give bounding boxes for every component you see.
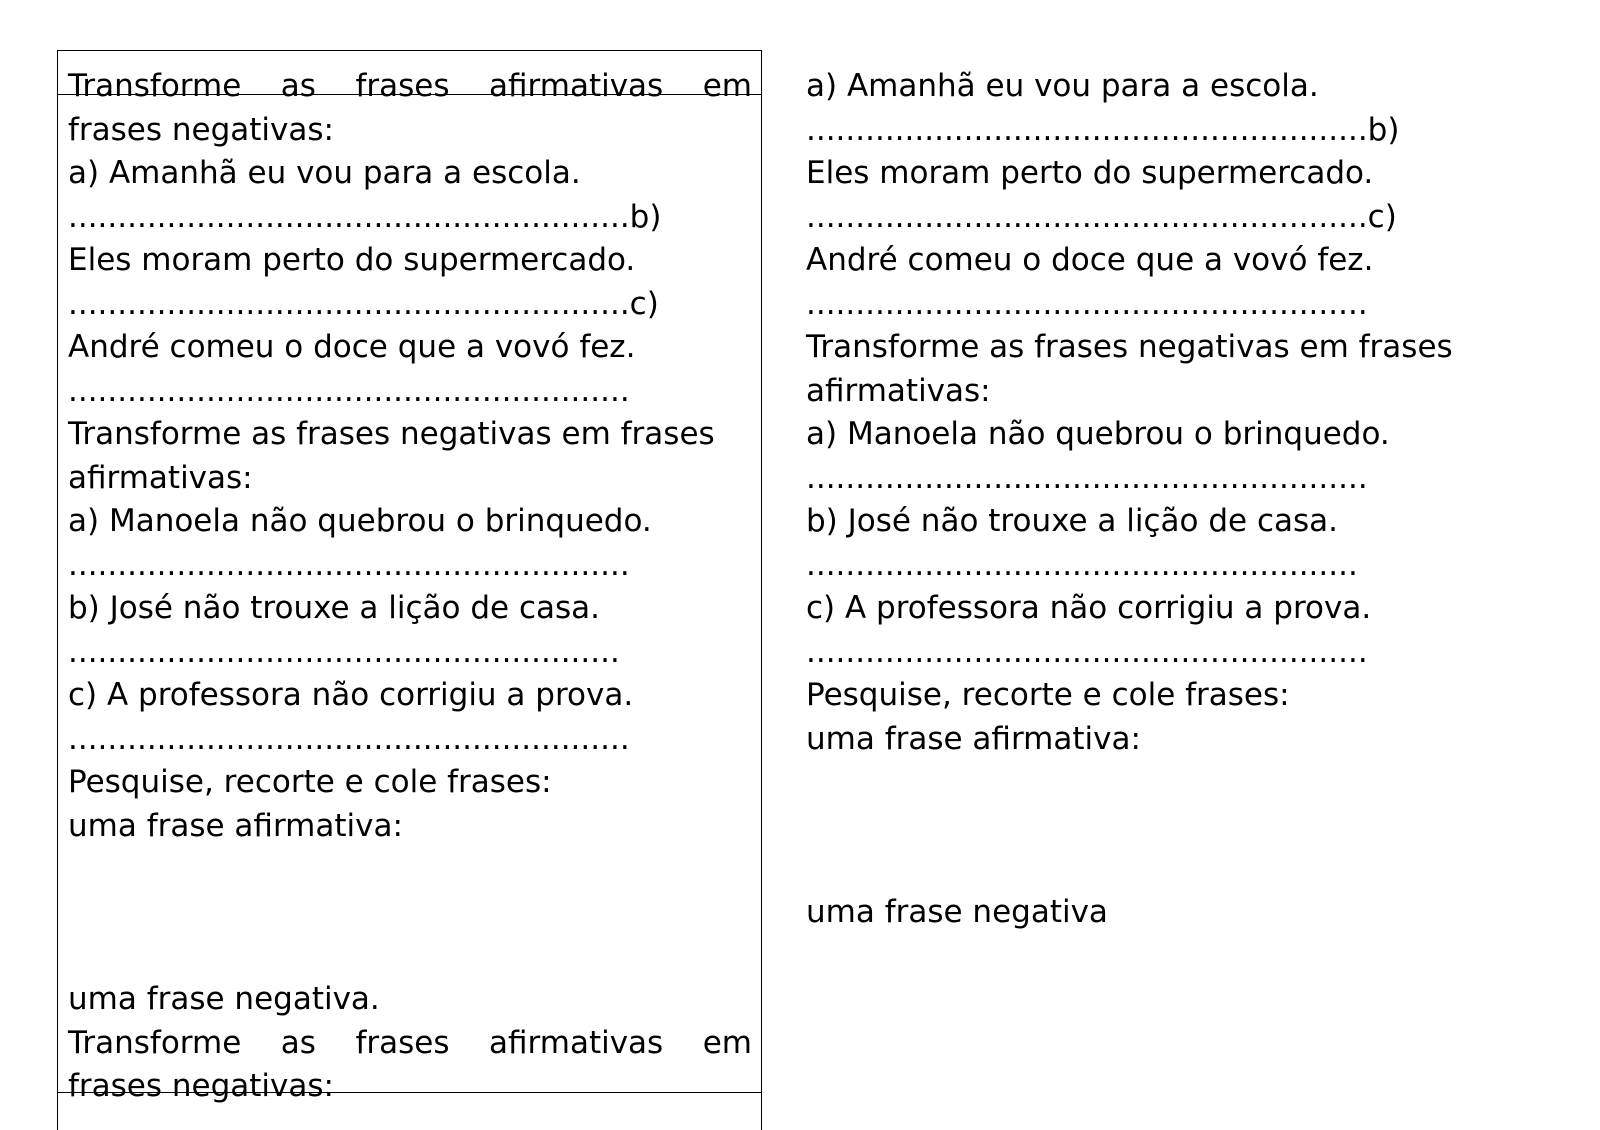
answer-line: ......................................................... xyxy=(806,633,1368,670)
item-c-affirmative: André comeu o doce que a vovó fez. xyxy=(806,242,1374,278)
item-a-affirmative: a) Amanhã eu vou para a escola. xyxy=(806,68,1319,104)
item-c-affirmative: André comeu o doce que a vovó fez. xyxy=(68,329,636,365)
answer-line: ........................................................ xyxy=(806,546,1358,583)
paste-area xyxy=(68,848,752,978)
item-a-negative: a) Manoela não quebrou o brinquedo. xyxy=(68,503,652,539)
instruction-negative-cont: afirmativas: xyxy=(68,459,253,496)
instruction-research: Pesquise, recorte e cole frases: xyxy=(806,677,1290,713)
paste-area xyxy=(806,761,1586,891)
item-c-negative: c) A professora não corrigiu a prova. xyxy=(806,590,1372,626)
answer-line: ......................................................... xyxy=(68,372,630,409)
affirmative-sentence-label: uma frase afirmativa: xyxy=(806,720,1141,757)
instruction-affirmative-line2: frases negativas: xyxy=(68,111,334,148)
instruction-negative: Transforme as frases negativas em frases xyxy=(68,416,715,452)
instruction-research: Pesquise, recorte e cole frases: xyxy=(68,764,552,800)
instruction-negative: Transforme as frases negativas em frases xyxy=(806,329,1453,365)
answer-line-c: .........................................................c) xyxy=(806,198,1397,235)
answer-line-b: .........................................................b) xyxy=(68,198,662,235)
item-a-affirmative: a) Amanhã eu vou para a escola. xyxy=(68,155,581,191)
item-b-negative: b) José não trouxe a lição de casa. xyxy=(806,503,1339,539)
answer-line-b: .........................................................b) xyxy=(806,111,1400,148)
right-column xyxy=(806,65,1586,935)
answer-line: ......................................................... xyxy=(806,285,1368,322)
item-c-negative: c) A professora não corrigiu a prova. xyxy=(68,677,634,713)
answer-line: ......................................................... xyxy=(68,720,630,757)
left-column xyxy=(68,65,752,1109)
answer-line-c: .........................................................c) xyxy=(68,285,659,322)
answer-line: ........................................................ xyxy=(68,633,620,670)
instruction-affirmative-line1: Transforme as frases afirmativas em xyxy=(68,68,752,104)
item-b-negative: b) José não trouxe a lição de casa. xyxy=(68,590,601,626)
answer-line: ......................................................... xyxy=(68,546,630,583)
instruction-negative-cont: afirmativas: xyxy=(806,372,991,409)
negative-sentence-label: uma frase negativa xyxy=(806,894,1108,930)
instruction-affirmative-repeat-line1: Transforme as frases afirmativas em xyxy=(68,1024,752,1061)
answer-line: ......................................................... xyxy=(806,459,1368,496)
affirmative-sentence-label: uma frase afirmativa: xyxy=(68,807,403,844)
item-b-affirmative: Eles moram perto do supermercado. xyxy=(806,155,1374,191)
negative-sentence-label: uma frase negativa. xyxy=(68,981,380,1017)
instruction-affirmative-repeat-line2: frases negativas: xyxy=(68,1068,334,1104)
item-b-affirmative: Eles moram perto do supermercado. xyxy=(68,242,636,278)
item-a-negative: a) Manoela não quebrou o brinquedo. xyxy=(806,416,1390,452)
